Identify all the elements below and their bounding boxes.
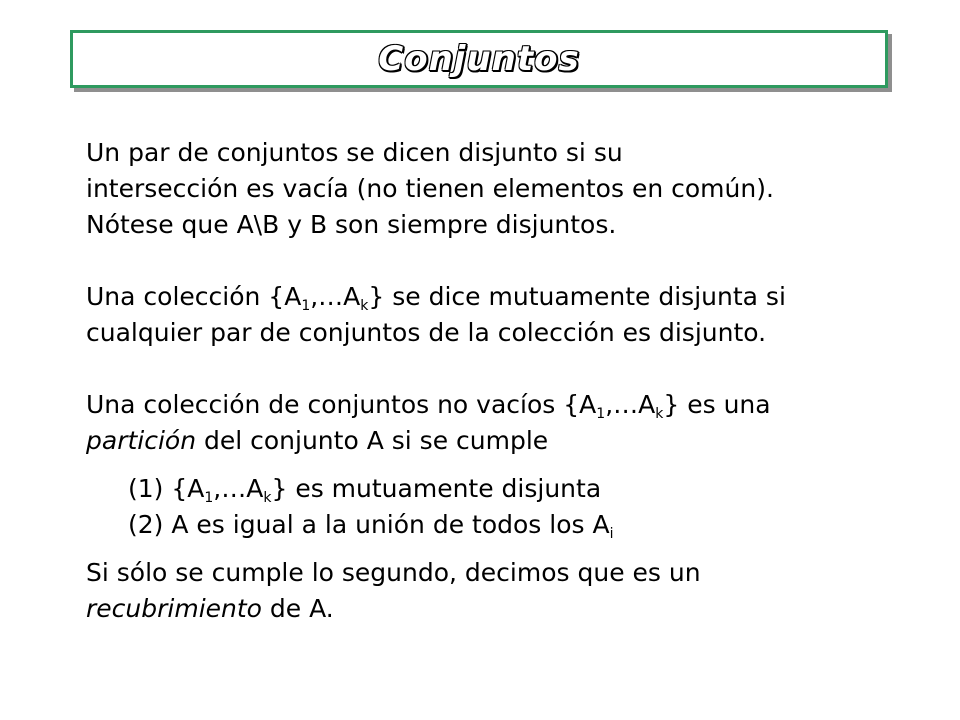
subscript: i [609,526,614,542]
text-fragment: ,…A [310,282,361,311]
text-fragment: } se dice mutuamente disjunta si [368,282,786,311]
text-line: Un par de conjuntos se dicen disjunto si su [86,138,623,167]
subscript: 1 [204,490,214,506]
text-line: Nótese que A\B y B son siempre disjuntos. [86,210,617,239]
text-fragment: Una colección {A [86,282,302,311]
list-item-1 [86,471,926,507]
text-line: Si sólo se cumple lo segundo, decimos que es un [86,558,701,587]
subscript: k [360,298,369,314]
text-fragment: de A. [261,594,334,623]
subscript: k [655,406,664,422]
text-line: cualquier par de conjuntos de la colección es disjunto. [86,318,767,347]
spacer [86,543,926,555]
italic-term: partición [86,426,197,455]
italic-term: recubrimiento [86,594,262,623]
paragraph-partition [86,387,926,459]
title-box [70,30,888,88]
spacer [86,243,926,279]
slide-content [86,135,926,627]
text-fragment: (2) A es igual a la unión de todos los A [128,510,610,539]
text-fragment: ,…A [605,390,656,419]
text-fragment: } es mutuamente disjunta [271,474,602,503]
list-item-2 [86,507,926,543]
spacer [86,351,926,387]
text-fragment: } es una [663,390,771,419]
text-fragment: del conjunto A si se cumple [196,426,549,455]
subscript: 1 [596,406,606,422]
paragraph-covering [86,555,926,627]
text-fragment: Una colección de conjuntos no vacíos {A [86,390,597,419]
subscript: 1 [301,298,311,314]
paragraph-disjoint-definition [86,135,926,243]
slide-title: Conjuntos [378,39,580,79]
text-line: intersección es vacía (no tienen elementos en común). [86,174,774,203]
spacer [86,459,926,471]
text-fragment: ,…A [213,474,264,503]
subscript: k [263,490,272,506]
paragraph-mutually-disjoint [86,279,926,351]
text-fragment: (1) {A [128,474,205,503]
